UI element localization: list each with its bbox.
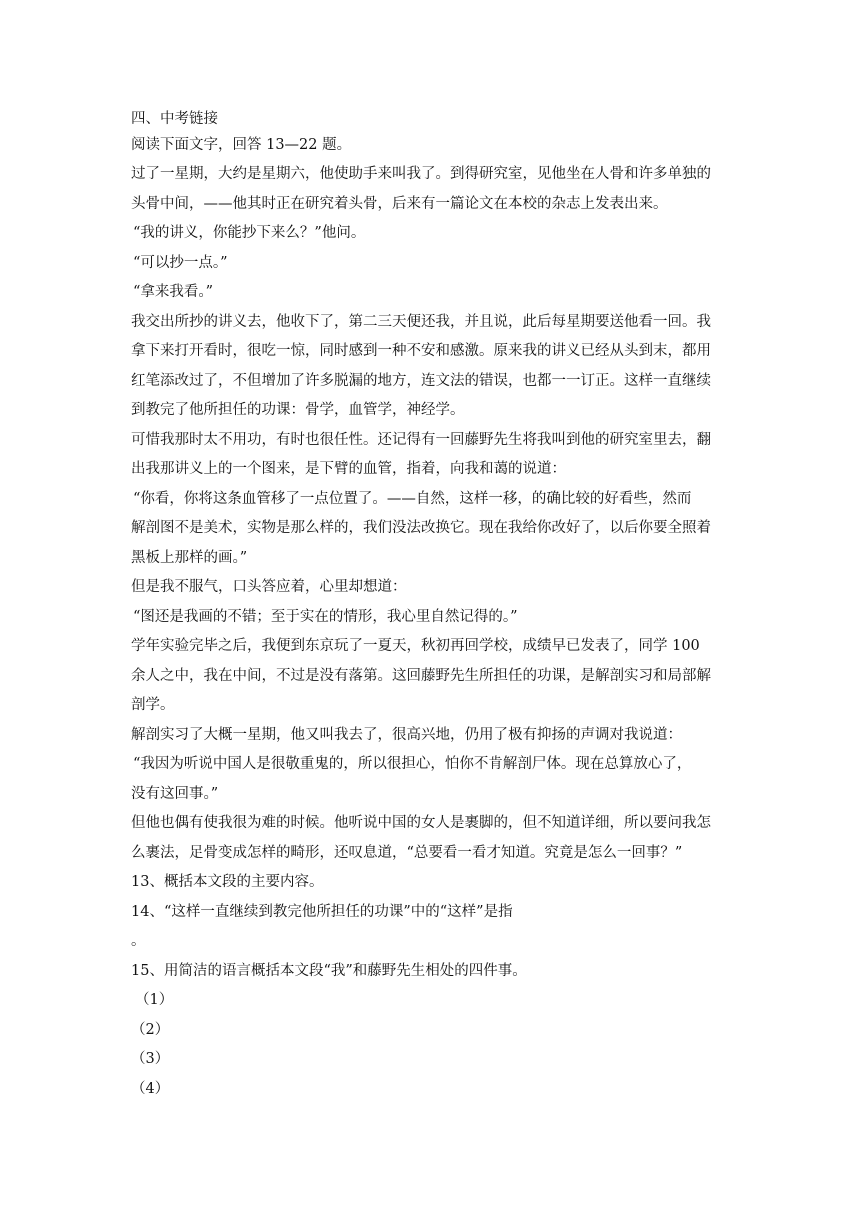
questions [131,868,729,1104]
passage-line: “我的讲义，你能抄下来么？”他问。 [133,225,366,241]
passage-line: “拿来我看。” [133,284,214,300]
passage-line: 拿下来打开看时，很吃一惊，同时感到一种不安和感激。原来我的讲义已经从头到末，都用 [131,343,711,359]
passage-line: 黑板上那样的画。” [131,549,248,566]
question-15: 15、用简洁的语言概括本文段“我”和藤野先生相处的四件事。 [131,962,527,979]
passage-line: 么裹法，足骨变成怎样的畸形，还叹息道，“总要看一看才知道。究竟是怎么一回事？” [131,844,683,861]
passage-line: 到教完了他所担任的功课：骨学，血管学，神经学。 [131,402,465,418]
passage-line: 剖学。 [131,697,175,713]
section-title: 四、中考链接 [131,111,218,127]
passage-line: 解剖图不是美术，实物是那么样的，我们没法改换它。现在我给你改好了，以后你要全照着 [131,520,711,536]
passage-line: 但是我不服气，口头答应着，心里却想道： [131,579,407,595]
passage-line: 红笔添改过了，不但增加了许多脱漏的地方，连文法的错误，也都一一订正。这样一直继续 [131,372,711,389]
question-15-item: （2） [131,1021,170,1038]
passage-line: 没有这回事。” [131,785,219,802]
passage-line: “你看，你将这条血管移了一点位置了。——自然，这样一移，的确比较的好看些，然而 [133,490,692,507]
question-15-item: （4） [131,1080,170,1097]
passage [131,160,729,868]
document-page [131,108,729,1104]
passage-line: 学年实验完毕之后，我便到东京玩了一夏天，秋初再回学校，成绩早已发表了，同学 100 [131,638,700,654]
passage-line: 余人之中，我在中间，不过是没有落第。这回藤野先生所担任的功课，是解剖实习和局部解 [131,667,711,684]
question-14: 14、“这样一直继续到教完他所担任的功课”中的“这样”是指 [131,903,513,920]
question-15-item: （1） [135,992,174,1008]
instruction-line: 阅读下面文字，回答 13—22 题。 [131,137,352,153]
passage-line: “我因为听说中国人是很敬重鬼的，所以很担心，怕你不肯解剖尸体。现在总算放心了， [133,756,692,772]
question-13: 13、概括本文段的主要内容。 [131,874,324,890]
question-15-item: （3） [131,1051,170,1067]
passage-line: “可以抄一点。” [133,254,228,271]
passage-line: 可惜我那时太不用功，有时也很任性。还记得有一回藤野先生将我叫到他的研究室里去，翻 [131,431,711,448]
passage-line: 我交出所抄的讲义去，他收下了，第二三天便还我，并且说，此后每星期要送他看一回。我 [131,313,711,330]
passage-line: 解剖实习了大概一星期，他又叫我去了，很高兴地，仍用了极有抑扬的声调对我说道： [131,726,682,743]
question-14-end: 。 [131,933,146,949]
passage-line: 过了一星期，大约是星期六，他使助手来叫我了。到得研究室，见他坐在人骨和许多单独的 [131,166,711,182]
passage-line: 但他也偶有使我很为难的时候。他听说中国的女人是裹脚的，但不知道详细，所以要问我怎 [131,815,711,831]
passage-line: “图还是我画的不错；至于实在的情形，我心里自然记得的。” [133,608,518,625]
passage-line: 出我那讲义上的一个图来，是下臂的血管，指着，向我和蔼的说道： [131,461,566,477]
passage-line: 头骨中间，——他其时正在研究着头骨，后来有一篇论文在本校的杂志上发表出来。 [131,195,668,212]
